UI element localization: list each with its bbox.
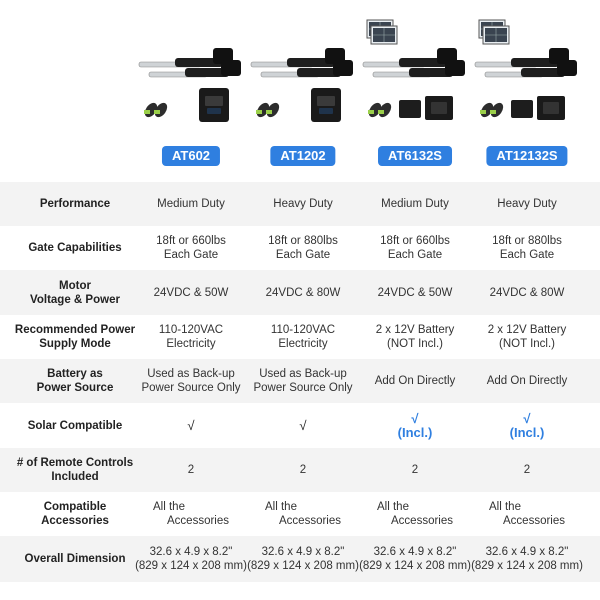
row-label-line: Battery as [47,368,103,380]
cell-text: Heavy Duty [273,198,333,210]
cell-text: (829 x 124 x 208 mm) [471,560,583,572]
row-label [0,270,150,315]
table-cell [135,536,247,582]
row-label-line: Overall Dimension [24,553,126,565]
cell-text: Add On Directly [486,375,568,387]
row-label-line: Performance [39,198,111,210]
table-cell [471,403,583,448]
table-cell [135,182,247,226]
row-label-line: Recommended Power [14,324,136,336]
row-label-line: Compatible [43,501,107,513]
check-icon: √ [187,417,195,433]
control-box-icon [511,96,565,120]
table-cell [471,359,583,403]
cell-text: Used as Back-up [147,368,235,380]
cell-text: 18ft or 880lbs [492,235,562,247]
gate-opener-arm-icon [363,48,465,77]
remote-control-icon [142,101,169,120]
row-label [0,403,150,448]
table-cell [247,448,359,492]
cell-text: (NOT Incl.) [498,338,555,350]
product-image [359,0,471,132]
table-cell [247,359,359,403]
cell-text: 2 x 12V Battery [375,324,455,336]
row-label [0,359,150,403]
row-label-line: Motor [59,279,91,292]
table-cell [135,448,247,492]
included-note: (Incl.) [509,424,545,440]
cell-text: Medium Duty [381,198,449,210]
table-cell [135,315,247,359]
row-label-line: Accessories [41,515,109,527]
table-cell [359,536,471,582]
table-cell [359,182,471,226]
table-cell [471,448,583,492]
cell-text: 18ft or 880lbs [268,235,338,247]
cell-text: 24VDC & 80W [265,286,341,299]
product-2 [247,0,359,180]
table-cell [247,270,359,315]
table-cell [359,359,471,403]
remote-control-icon [254,101,281,120]
product-3 [359,0,471,180]
row-label-line: Voltage & Power [30,293,120,306]
table-cell [247,315,359,359]
model-badge: AT6132S [378,146,452,166]
cell-text: 2 [299,464,307,476]
row-label [0,536,150,582]
table-row [0,448,600,492]
cell-text: Each Gate [275,249,331,261]
table-cell [135,226,247,270]
table-cell [359,315,471,359]
cell-text: Power Source Only [141,382,241,394]
row-label-line: Solar Compatible [27,419,123,432]
table-cell [359,448,471,492]
cell-text: 24VDC & 50W [377,286,453,299]
cell-text: Electricity [166,338,216,350]
cell-text: 32.6 x 4.9 x 8.2" [485,546,569,558]
row-label [0,315,150,359]
gate-opener-arm-icon [475,48,577,77]
control-box-icon [199,88,229,122]
cell-text: Each Gate [163,249,219,261]
table-cell [359,403,471,448]
gate-opener-arm-icon [251,48,353,77]
row-label-line: # of Remote Controls [16,457,134,469]
cell-text: 2 [187,464,195,476]
table-cell [471,492,583,536]
product-image [471,0,583,132]
product-image [247,0,359,132]
row-label [0,226,150,270]
solar-panel-icon [479,20,509,44]
model-badge: AT1202 [270,146,335,166]
cell-text: 24VDC & 80W [489,286,565,299]
cell-text: 18ft or 660lbs [380,235,450,247]
cell-text: 32.6 x 4.9 x 8.2" [149,546,233,558]
row-label [0,492,150,536]
table-row [0,270,600,315]
cell-text: All the [153,501,185,513]
table-cell [135,492,247,536]
table-cell [359,492,471,536]
table-cell [135,270,247,315]
cell-text: Medium Duty [157,198,225,210]
product-4 [471,0,583,180]
cell-text: Accessories [391,515,453,527]
remote-control-icon [478,101,505,120]
cell-text: All the [377,501,409,513]
included-note: (Incl.) [397,424,433,440]
cell-text: 24VDC & 50W [153,286,229,299]
cell-text: 2 x 12V Battery [487,324,567,336]
model-badge: AT12132S [486,146,567,166]
table-row [0,182,600,226]
solar-panel-icon [367,20,397,44]
row-label-line: Gate Capabilities [28,242,122,254]
table-row [0,315,600,359]
check-icon: √ [299,417,307,433]
model-badge: AT602 [162,146,220,166]
table-cell [135,359,247,403]
cell-text: Accessories [167,515,229,527]
table-cell [471,536,583,582]
row-label-line: Supply Mode [39,338,111,350]
cell-text: (829 x 124 x 208 mm) [247,560,359,572]
table-cell [359,226,471,270]
table-row [0,359,600,403]
table-row [0,536,600,582]
check-icon: √ [411,410,419,426]
cell-text: 18ft or 660lbs [156,235,226,247]
gate-opener-arm-icon [139,48,241,77]
table-row [0,226,600,270]
cell-text: Accessories [279,515,341,527]
cell-text: All the [489,501,521,513]
table-cell [247,182,359,226]
table-cell [359,270,471,315]
cell-text: (829 x 124 x 208 mm) [359,560,471,572]
cell-text: Electricity [278,338,328,350]
cell-text: 2 [411,464,419,476]
cell-text: Heavy Duty [497,198,557,210]
product-1 [135,0,247,180]
cell-text: (NOT Incl.) [386,338,443,350]
table-cell [247,536,359,582]
cell-text: Power Source Only [253,382,353,394]
check-icon: √ [523,410,531,426]
product-image [135,0,247,132]
table-cell [247,226,359,270]
cell-text: 2 [523,464,531,476]
table-row [0,492,600,536]
control-box-icon [311,88,341,122]
cell-text: 32.6 x 4.9 x 8.2" [373,546,457,558]
row-label-line: Included [51,471,99,483]
table-row [0,403,600,448]
cell-text: All the [265,501,297,513]
cell-text: Each Gate [387,249,443,261]
cell-text: 110-120VAC [270,324,336,336]
cell-text: 110-120VAC [158,324,224,336]
table-cell [471,270,583,315]
row-label [0,448,150,492]
cell-text: 32.6 x 4.9 x 8.2" [261,546,345,558]
table-cell [471,226,583,270]
row-label-line: Power Source [36,382,114,394]
cell-text: Each Gate [499,249,555,261]
product-header [0,0,600,180]
control-box-icon [399,96,453,120]
remote-control-icon [366,101,393,120]
cell-text: (829 x 124 x 208 mm) [135,560,247,572]
table-cell [471,315,583,359]
cell-text: Accessories [503,515,565,527]
row-label [0,182,150,226]
table-cell [247,403,359,448]
table-cell [135,403,247,448]
cell-text: Used as Back-up [259,368,347,380]
cell-text: Add On Directly [374,375,456,387]
table-cell [247,492,359,536]
table-cell [471,182,583,226]
